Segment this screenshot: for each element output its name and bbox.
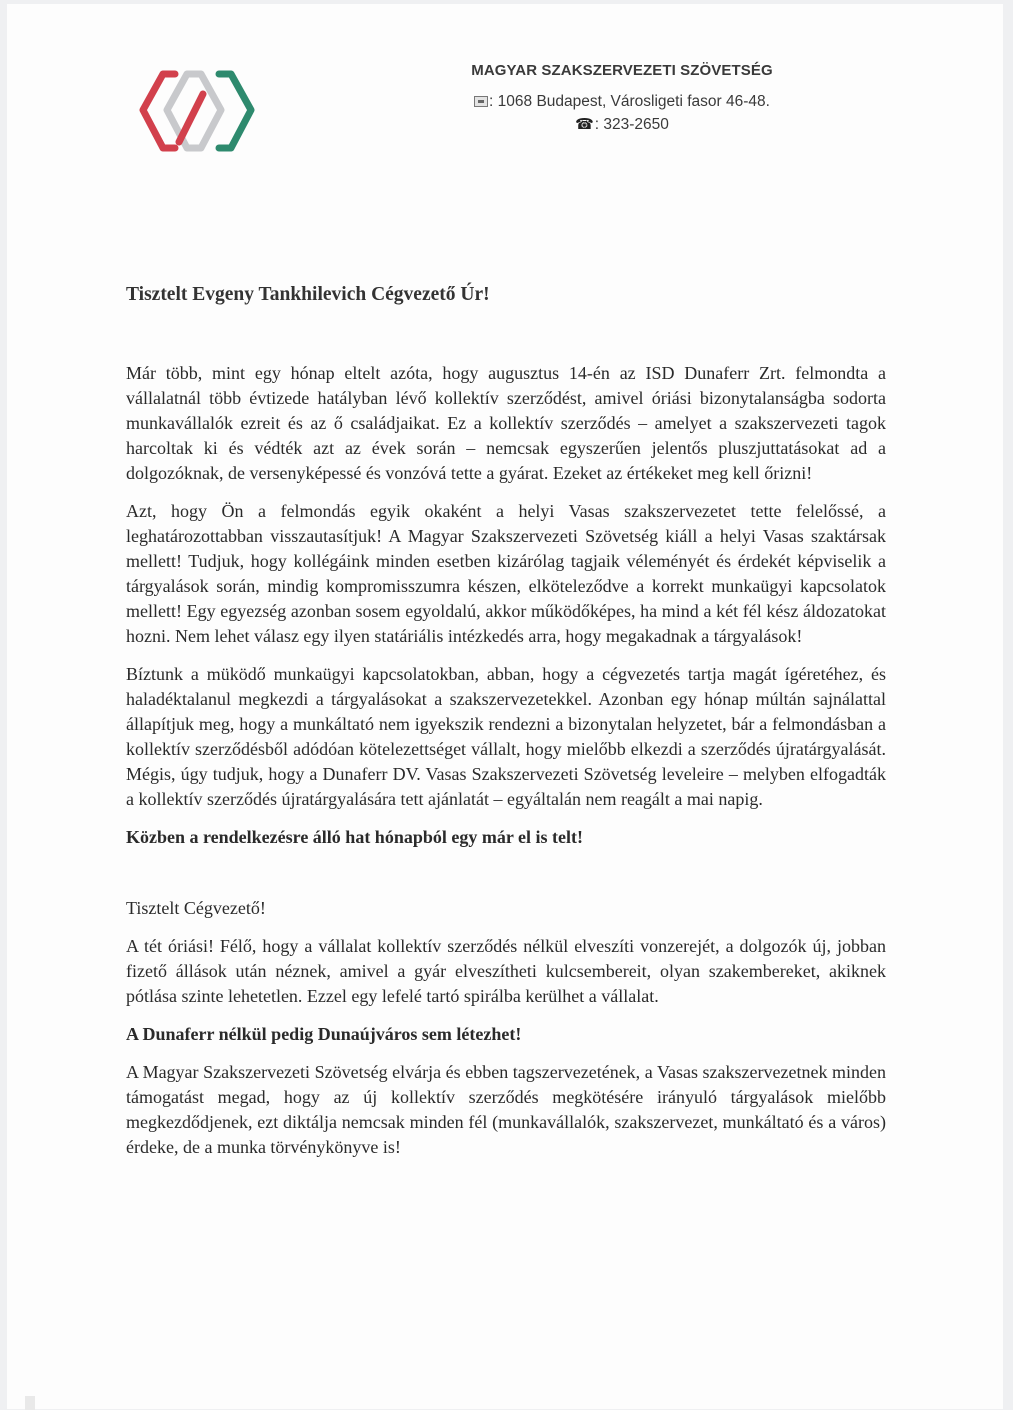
letter-page [7,4,1003,1409]
address-text: : 1068 Budapest, Városligeti fasor 46-48. [489,93,770,110]
letterhead [427,62,817,136]
paragraph-3: Bíztunk a müködő munkaügyi kapcsolatokban, abban, hogy a cégvezetés tartja magát ígéretéhez, és haladéktalanul megkezdi a tárgyalásokat a szakszervezetekkel. Azonban egy hónap múltán sajnálattal állapítjuk meg, hogy a munkáltató nem igyekszik rendezni a bizonytalan helyzetet, bár a felmondásban a kollektív szerződésből adódóan kötelezettséget vállalt, hogy mielőbb elkezdi a szerződés újratárgyalását. Mégis, úgy tudjuk, hogy a Dunaferr DV. Vasas Szakszervezeti Szövetség leveleire – melyben elfogadták a kollektív szerződés újratárgyalására tett ajánlatát – egyáltalán nem reagált a mai napig. [126,664,886,809]
bold-statement-2: A Dunaferr nélkül pedig Dunaújváros sem létezhet! [126,1024,522,1044]
bold-statement-1: Közben a rendelkezésre álló hat hónapból egy már el is telt! [126,827,583,847]
paragraph-5: A Magyar Szakszervezeti Szövetség elvárja és ebben tagszervezetének, a Vasas szakszervezetnek minden támogatást megad, hogy az új kollektív szerződés megkötésére irányuló tárgyalások mielőbb megkezdődjenek, ezt diktálja nemcsak minden fél (munkavállalók, szakszervezet, munkáltató és a város) érdeke, de a munka törvénykönyve is! [126,1062,886,1157]
letter-body [126,361,886,1173]
second-salutation: Tisztelt Cégvezető! [126,898,266,918]
union-logo-icon [135,64,259,160]
paragraph-2: Azt, hogy Ön a felmondás egyik okaként a helyi Vasas szakszervezetet tette felelőssé, a leghatározottabban visszautasítjuk! A Magyar Szakszervezeti Szövetség kiáll a helyi Vasas szaktársak mellett! Tudjuk, hogy kollégáink minden esetben kizárólag tagjaik véleményét és érdekét képviselik a tárgyalások során, mindig kompromisszumra készen, elköteleződve a korrekt munkaügyi kapcsolatok mellett! Egy egyezség azonban sosem egyoldalú, akkor működőképes, ha mind a két fél kész áldozatokat hozni. Nem lehet válasz egy ilyen statáriális intézkedés arra, hogy megakadnak a tárgyalások! [126,501,886,646]
paragraph-1: Már több, mint egy hónap eltelt azóta, hogy augusztus 14-én az ISD Dunaferr Zrt. felmondta a vállalatnál több évtizede hatályban lévő kollektív szerződést, amivel óriási bizonytalanságba sodorta munkavállalók ezreit és az ő családjaikat. Ez a kollektív szerződés – amelyet a szakszervezeti tagok harcoltak ki és védték azt az évek során – nemcsak egyszerűen jelentős pluszjuttatásokat ad a dolgozóknak, de versenyképessé és vonzóvá tette a gyárat. Ezeket az értékeket meg kell őrizni! [126,363,886,483]
organization-name: MAGYAR SZAKSZERVEZETI SZÖVETSÉG [471,62,773,79]
phone-icon: ☎ [575,116,594,133]
phone-line [427,113,817,136]
salutation-heading: Tisztelt Evgeny Tankhilevich Cégvezető Úr! [126,284,490,305]
address-line [427,90,817,113]
scan-artifact [25,1396,35,1410]
mail-icon [474,96,488,107]
paragraph-4: A tét óriási! Félő, hogy a vállalat kollektív szerződés nélkül elveszíti vonzerejét, a dolgozók új, jobban fizető állások után néznek, amivel a gyár elveszítheti kulcsembereit, olyan szakembereket, akiknek pótlása szinte lehetetlen. Ezzel egy lefelé tartó spirálba kerülhet a vállalat. [126,936,886,1006]
phone-text: : 323-2650 [594,116,669,133]
